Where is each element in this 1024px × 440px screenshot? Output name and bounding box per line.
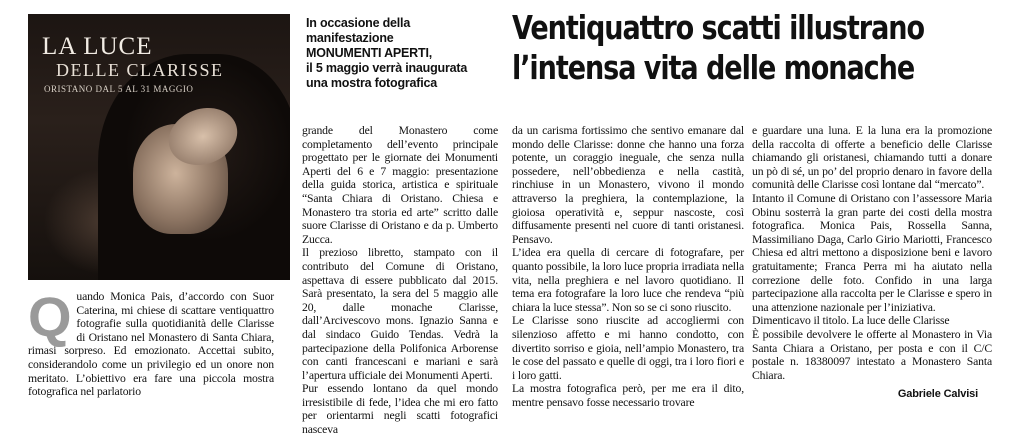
paragraph: Le Clarisse sono riuscite ad accogliermi con silenzioso affetto e mi hanno condotto, con divertito sorriso e gioia, nell’ampio Monastero, tra le cose del passato e quelle di oggi, tra i loro fiori e i loro gatti.: [512, 314, 744, 382]
kicker-line: MONUMENTI APERTI,: [306, 46, 432, 60]
article-column-1: [28, 285, 274, 399]
kicker-line: In occasione della: [306, 16, 411, 30]
headline-line-2: l’intensa vita delle monache: [512, 48, 915, 87]
paragraph-text: uando Monica Pais, d’accordo con Suor Caterina, mi chiese di scattare ventiquattro fotografie sulla quotidianità delle Clarisse di Oristano nel Monastero di Santa Chiara, rimasi sorpreso. Ed emozionato. Accettai subito, considerandolo come un privilegio ed un onore non meritato. L’obiettivo era fare una piccola mostra fotografica nel parlatorio: [28, 290, 274, 399]
byline: Gabriele Calvisi: [897, 388, 978, 401]
paragraph: Intanto il Comune di Oristano con l’assessore Maria Obinu sosterrà la gran parte dei costi della mostra fotografica. Monica Pais, Rossella Sanna, Massimiliano Daga, Carlo Girio Mariotti, Francesco Chiesa ed altri mettono a disposizione beni e lavoro gratuitamente; Franca Perra mi ha aiutato nella correzione delle foto. Confido in una larga partecipazione alla raccolta per le Clarisse e spero in una attenzione nazionale per l’iniziativa.: [752, 191, 992, 314]
kicker-line: una mostra fotografica: [306, 76, 438, 90]
paragraph: Dimenticavo il titolo. La luce delle Clarisse: [752, 314, 950, 328]
photo-date-line: ORISTANO DAL 5 AL 31 MAGGIO: [44, 84, 194, 94]
photo-title: LA LUCE: [42, 33, 153, 60]
paragraph: Pur essendo lontano da quel mondo irresistibile di fede, l’idea che mi ero fatto per orientarmi negli scatti fotografici nasceva: [302, 382, 498, 437]
paragraph: grande del Monastero come completamento dell’evento principale progettato per le giornate dei Monumenti Aperti del 6 e 7 maggio: presentazione della guida storica, artistica e spirituale “Santa Chiara di Oristano. Chiesa e Monastero tra storia ed arte” scritto dalle suore Clarisse di Oristano e da p. Umberto Zucca.: [302, 124, 498, 246]
kicker: [306, 16, 506, 91]
paragraph: Il prezioso libretto, stampato con il contributo del Comune di Oristano, aspettava di essere pubblicato dal 2015. Sarà presentato, la sera del 5 maggio alle 20, dalle monache Clarisse, dall’Arcivescovo mons. Ignazio Sanna e dal sindaco Guido Tendas. Vedrà la partecipazione della Polifonica Arborense con canti francescani e mariani e sarà l’apertura ufficiale dei Monumenti Aperti.: [302, 246, 498, 382]
paragraph: L’idea era quella di cercare di fotografare, per quanto possibile, la loro luce propria irradiata nella vita, nella preghiera e nel lavoro quotidiano. Il tema era fotografare la loro luce che rendeva “più chiara la luce stessa”. Non so se ci sono riuscito.: [512, 246, 744, 314]
paragraph: [28, 285, 274, 399]
headline-line-1: Ventiquattro scatti illustrano: [512, 8, 925, 47]
paragraph: da un carisma fortissimo che sentivo emanare dal mondo delle Clarisse: donne che hanno una forza potente, un coraggio ineguale, che senza nulla possedere, nell’obbedienza e nella castità, rinchiuse in un Monastero, vivono il mondo attraverso la preghiera, la contemplazione, la gioiosa operatività e, seppur nascoste, così diffusamente presenti nel cuore di tanti oristanesi. Pensavo.: [512, 124, 744, 246]
article-column-4: [752, 124, 992, 402]
paragraph: La mostra fotografica però, per me era il dito, mentre pensavo fosse necessario trovare: [512, 382, 744, 409]
article-column-2: [302, 124, 498, 437]
article-column-3: [512, 124, 744, 409]
headline: [512, 8, 930, 88]
kicker-line: il 5 maggio verrà inaugurata: [306, 61, 468, 75]
article-photo: [28, 14, 290, 280]
drop-cap: Q: [28, 285, 72, 348]
kicker-line: manifestazione: [306, 31, 394, 45]
paragraph: È possibile devolvere le offerte al Monastero in Via Santa Chiara a Oristano, per posta e con il C/C postale n. 18380097 intestato a Monastero Santa Chiara.: [752, 327, 992, 382]
paragraph: e guardare una luna. E la luna era la promozione della raccolta di offerte a beneficio delle Clarisse chiamando gli oristanesi, chiamando tutti a donare un pò di sé, un po’ del proprio denaro in favore della comunità delle Clarisse così lontane dal “mercato”.: [752, 124, 992, 192]
photo-subtitle: DELLE CLARISSE: [56, 60, 224, 80]
